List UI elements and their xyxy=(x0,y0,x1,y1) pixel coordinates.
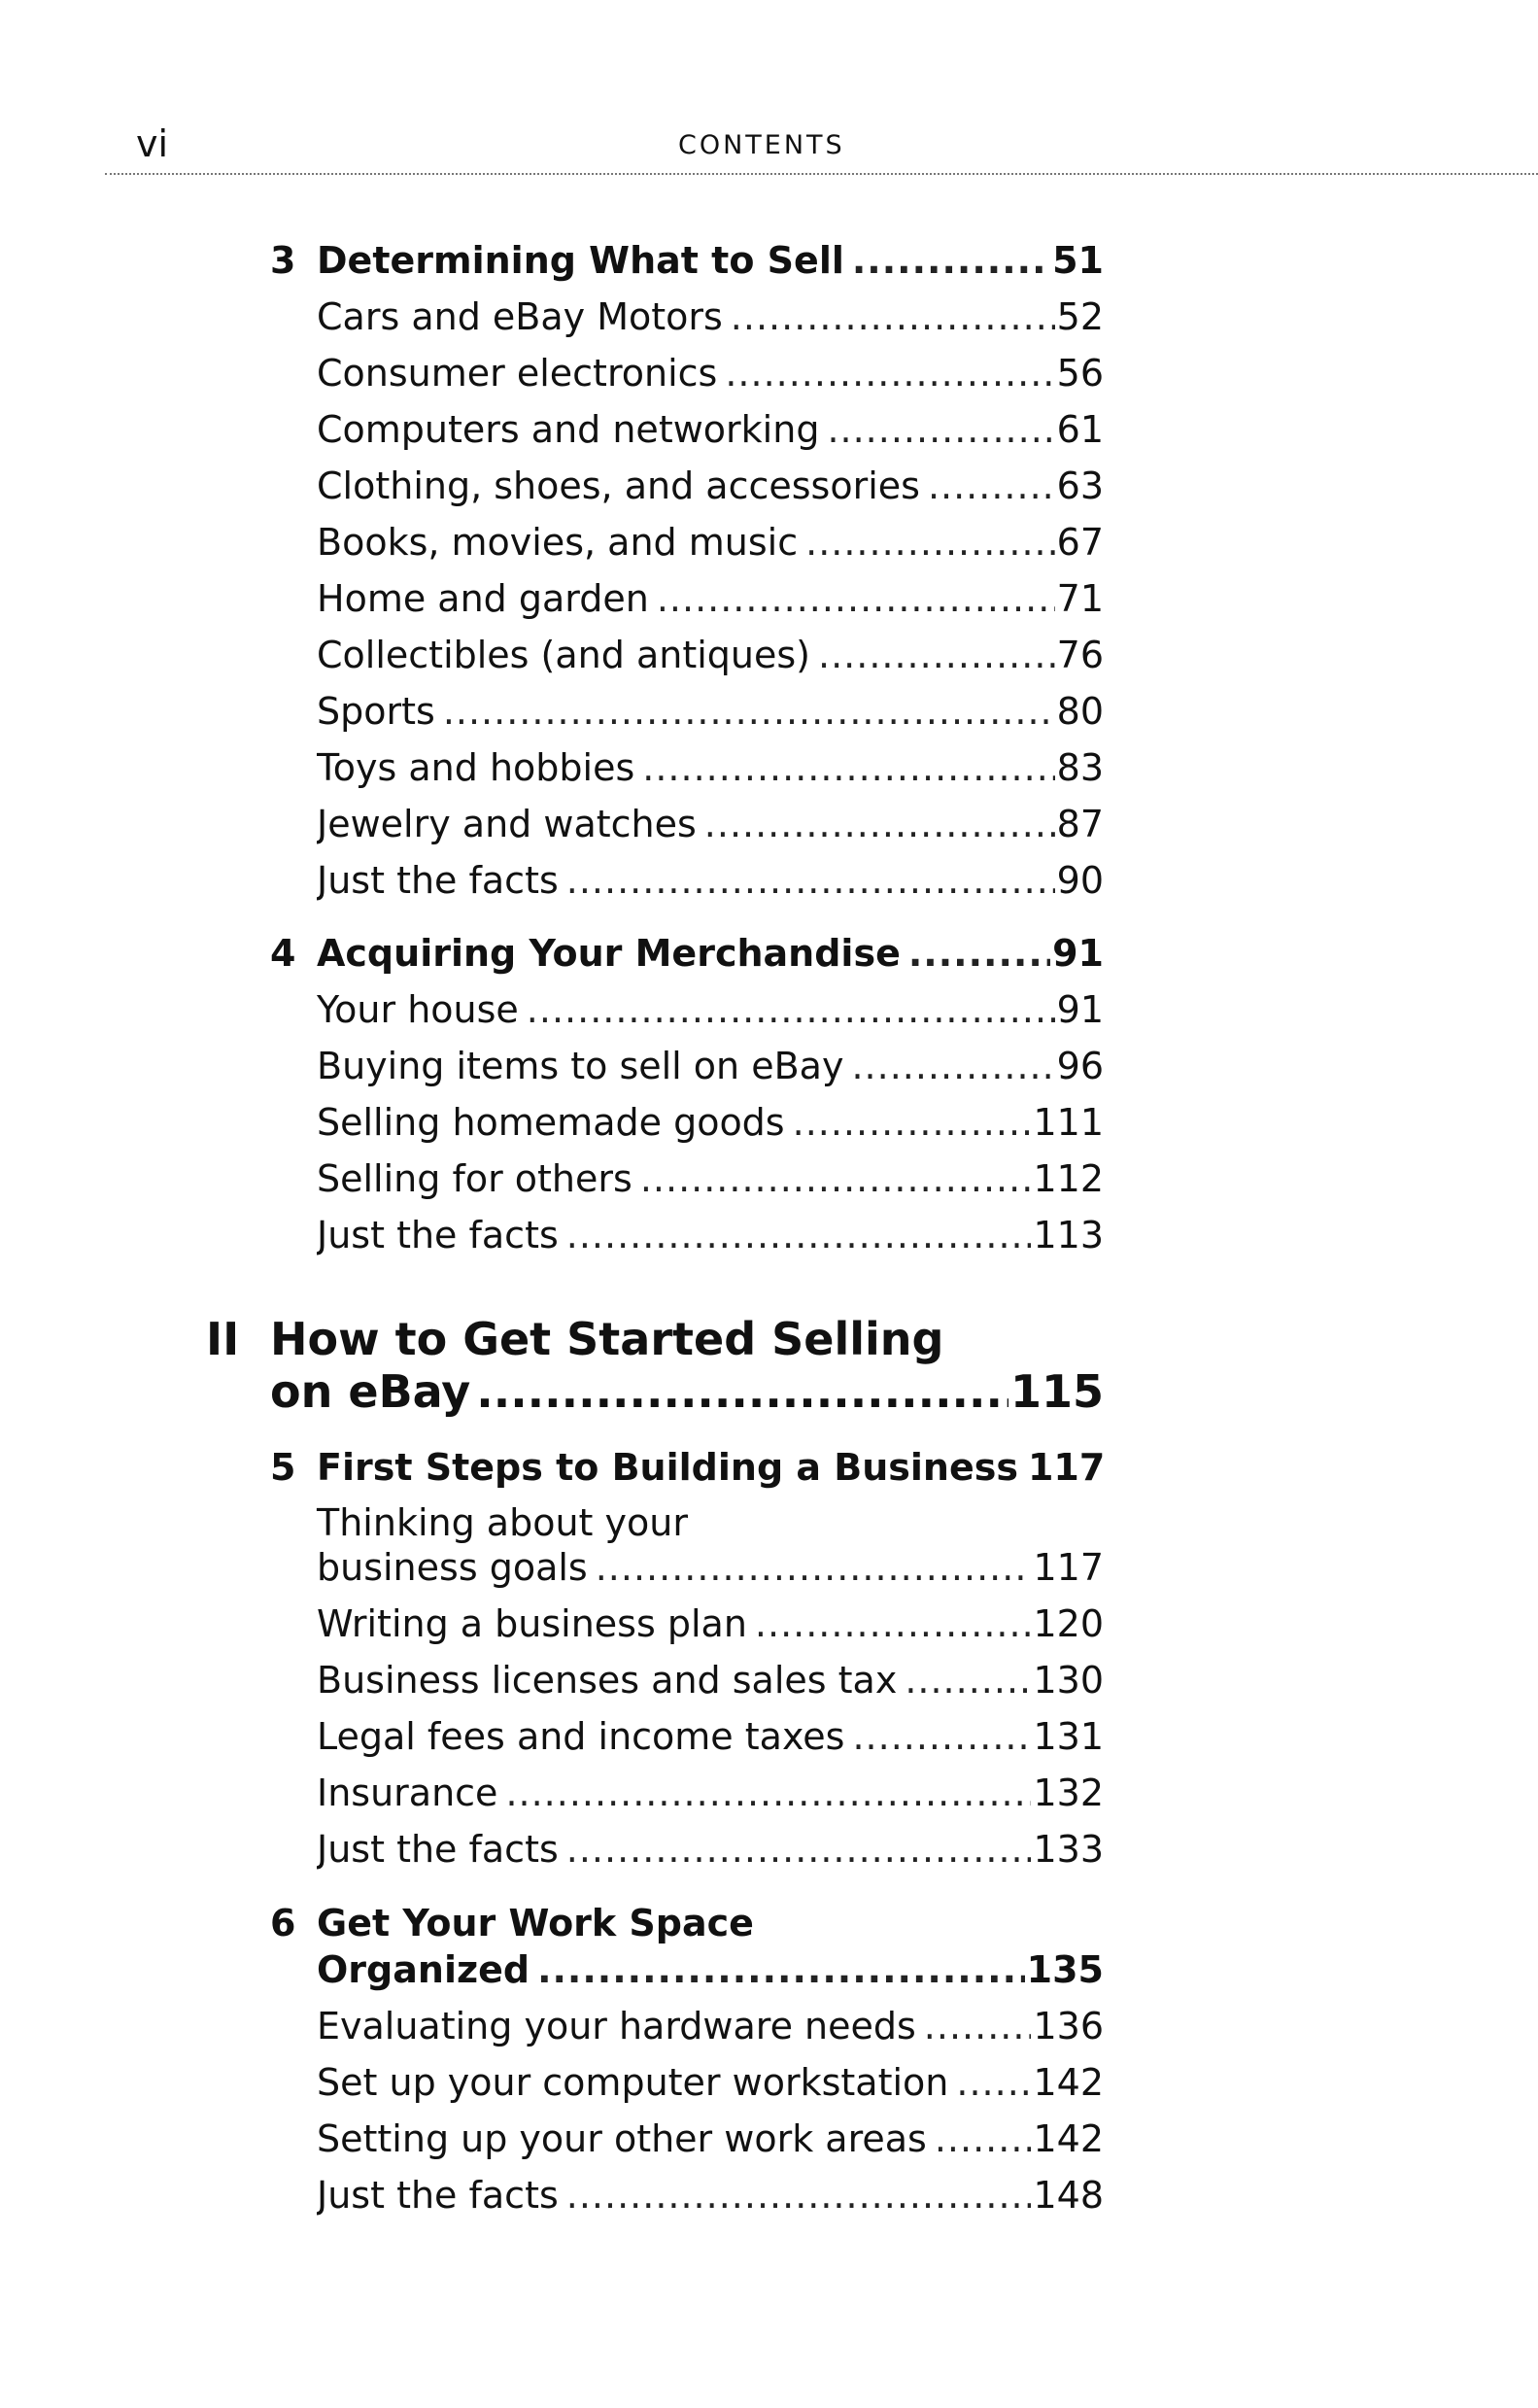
entry-title: Just the facts xyxy=(317,2174,559,2217)
toc-entry[interactable] xyxy=(317,632,1104,678)
entry-title: Writing a business plan xyxy=(317,1602,747,1645)
toc-entry[interactable] xyxy=(317,857,1104,904)
dot-leader xyxy=(908,930,1050,977)
dot-leader xyxy=(725,350,1054,396)
entry-title: Evaluating your hardware needs xyxy=(317,2005,916,2047)
dot-leader xyxy=(956,2059,1031,2106)
dot-leader xyxy=(851,1043,1054,1089)
dot-leader xyxy=(566,2172,1032,2219)
page-ref: 117 xyxy=(1027,1446,1106,1489)
page-ref: 130 xyxy=(1033,1659,1104,1702)
dot-leader xyxy=(935,2116,1032,2162)
entry-title: Selling homemade goods xyxy=(317,1101,785,1144)
page-ref: 71 xyxy=(1056,577,1104,620)
entry-title-line1: Thinking about your xyxy=(317,1501,688,1544)
dot-leader xyxy=(818,632,1055,678)
page-ref: 136 xyxy=(1033,2005,1104,2047)
toc-entry[interactable] xyxy=(317,1212,1104,1258)
page-ref: 87 xyxy=(1056,803,1104,845)
entry-title: Books, movies, and music xyxy=(317,521,799,564)
part-2-heading[interactable] xyxy=(270,1364,1104,1419)
toc-entry[interactable] xyxy=(317,463,1104,509)
toc-entry[interactable] xyxy=(317,350,1104,396)
page-ref: 148 xyxy=(1033,2174,1104,2217)
page-ref: 133 xyxy=(1033,1828,1104,1871)
dot-leader xyxy=(852,237,1050,284)
dot-leader xyxy=(566,857,1055,904)
page-ref: 80 xyxy=(1056,690,1104,733)
chapter-3-heading[interactable] xyxy=(270,237,1104,284)
toc-entry[interactable] xyxy=(317,1770,1104,1816)
chapter-title-line1: Get Your Work Space xyxy=(317,1902,754,1944)
chapter-4-heading[interactable] xyxy=(270,930,1104,977)
entry-title: business goals xyxy=(317,1546,588,1589)
page-ref: 56 xyxy=(1056,352,1104,395)
dot-leader xyxy=(566,1212,1032,1258)
dot-leader xyxy=(805,519,1055,566)
chapter-number: 5 xyxy=(270,1446,296,1489)
page-ref: 67 xyxy=(1056,521,1104,564)
dot-leader xyxy=(793,1099,1032,1146)
page-ref: 90 xyxy=(1056,859,1104,902)
toc-entry[interactable] xyxy=(317,688,1104,735)
page-number: vi xyxy=(136,122,169,165)
toc-entry[interactable] xyxy=(317,575,1104,622)
part-title-line1: How to Get Started Selling xyxy=(270,1313,944,1365)
dot-leader xyxy=(852,1713,1031,1760)
page-header xyxy=(105,115,1538,175)
page-ref: 112 xyxy=(1033,1157,1104,1200)
entry-title: Sports xyxy=(317,690,435,733)
entry-title: Clothing, shoes, and accessories xyxy=(317,464,920,507)
toc-entry[interactable] xyxy=(317,2059,1104,2106)
toc-entry[interactable] xyxy=(317,1600,1104,1647)
entry-title: Home and garden xyxy=(317,577,649,620)
page-ref: 120 xyxy=(1033,1602,1104,1645)
dot-leader xyxy=(731,293,1055,340)
entry-title: Setting up your other work areas xyxy=(317,2117,927,2160)
part-number: II xyxy=(206,1313,240,1365)
dot-leader xyxy=(566,1826,1032,1873)
dot-leader xyxy=(476,1364,1008,1419)
entry-title: Selling for others xyxy=(317,1157,632,1200)
page-ref: 113 xyxy=(1033,1214,1104,1256)
toc-entry[interactable] xyxy=(317,1155,1104,1202)
entry-title: Legal fees and income taxes xyxy=(317,1715,845,1758)
part-title-line2: on eBay xyxy=(270,1365,471,1418)
dot-leader xyxy=(642,744,1054,791)
dot-leader xyxy=(905,1657,1031,1703)
dot-leader xyxy=(704,801,1055,847)
entry-title: Cars and eBay Motors xyxy=(317,295,723,338)
page-ref: 96 xyxy=(1056,1045,1104,1087)
dot-leader xyxy=(928,463,1055,509)
entry-title: Business licenses and sales tax xyxy=(317,1659,898,1702)
page-ref: 91 xyxy=(1056,988,1104,1031)
entry-title: Toys and hobbies xyxy=(317,746,635,789)
chapter-5-heading[interactable] xyxy=(270,1444,1106,1491)
entry-title: Computers and networking xyxy=(317,408,820,451)
chapter-number: 3 xyxy=(270,239,296,282)
toc-entry[interactable] xyxy=(317,1657,1104,1703)
dot-leader xyxy=(527,986,1055,1033)
chapter-title: Determining What to Sell xyxy=(317,239,844,282)
page-ref: 115 xyxy=(1009,1365,1104,1418)
page-ref: 76 xyxy=(1056,634,1104,676)
page-ref: 132 xyxy=(1033,1772,1104,1814)
page-ref: 63 xyxy=(1056,464,1104,507)
toc-entry[interactable] xyxy=(317,1099,1104,1146)
toc-entry[interactable] xyxy=(317,2172,1104,2219)
toc-entry[interactable] xyxy=(317,1043,1104,1089)
dot-leader xyxy=(827,406,1054,453)
dot-leader xyxy=(443,688,1055,735)
page-ref: 131 xyxy=(1033,1715,1104,1758)
running-head: CONTENTS xyxy=(678,130,845,160)
chapter-title: Organized xyxy=(317,1948,530,1991)
entry-title: Just the facts xyxy=(317,859,559,902)
chapter-6-heading[interactable] xyxy=(317,1946,1104,1993)
toc-entry[interactable] xyxy=(317,1826,1104,1873)
page-ref: 91 xyxy=(1052,932,1104,975)
chapter-title: First Steps to Building a Business xyxy=(317,1446,1018,1489)
entry-title: Set up your computer workstation xyxy=(317,2061,949,2104)
entry-title: Insurance xyxy=(317,1772,498,1814)
page-ref: 142 xyxy=(1033,2061,1104,2104)
chapter-title: Acquiring Your Merchandise xyxy=(317,932,901,975)
dot-leader xyxy=(657,575,1055,622)
toc-entry[interactable] xyxy=(317,1713,1104,1760)
toc-entry[interactable] xyxy=(317,744,1104,791)
page-ref: 111 xyxy=(1033,1101,1104,1144)
toc-entry[interactable] xyxy=(317,519,1104,566)
dot-leader xyxy=(640,1155,1032,1202)
entry-title: Just the facts xyxy=(317,1828,559,1871)
toc-entry[interactable] xyxy=(317,406,1104,453)
page-ref: 83 xyxy=(1056,746,1104,789)
dot-leader xyxy=(537,1946,1025,1993)
page-ref: 51 xyxy=(1052,239,1104,282)
entry-title: Your house xyxy=(317,988,519,1031)
dot-leader xyxy=(755,1600,1032,1647)
page-ref: 61 xyxy=(1056,408,1104,451)
page-ref: 52 xyxy=(1056,295,1104,338)
page-ref: 142 xyxy=(1033,2117,1104,2160)
dot-leader xyxy=(596,1544,1032,1591)
page-ref: 117 xyxy=(1033,1546,1104,1589)
toc-entry[interactable] xyxy=(317,1544,1104,1591)
entry-title: Collectibles (and antiques) xyxy=(317,634,810,676)
dot-leader xyxy=(505,1770,1031,1816)
toc-entry[interactable] xyxy=(317,293,1104,340)
toc-entry[interactable] xyxy=(317,2116,1104,2162)
entry-title: Consumer electronics xyxy=(317,352,718,395)
toc-entry[interactable] xyxy=(317,986,1104,1033)
chapter-number: 4 xyxy=(270,932,296,975)
entry-title: Jewelry and watches xyxy=(317,803,697,845)
dot-leader xyxy=(924,2003,1032,2049)
toc-entry[interactable] xyxy=(317,2003,1104,2049)
toc-entry[interactable] xyxy=(317,801,1104,847)
entry-title: Buying items to sell on eBay xyxy=(317,1045,844,1087)
page-ref: 135 xyxy=(1026,1948,1104,1991)
entry-title: Just the facts xyxy=(317,1214,559,1256)
chapter-number: 6 xyxy=(270,1902,296,1944)
